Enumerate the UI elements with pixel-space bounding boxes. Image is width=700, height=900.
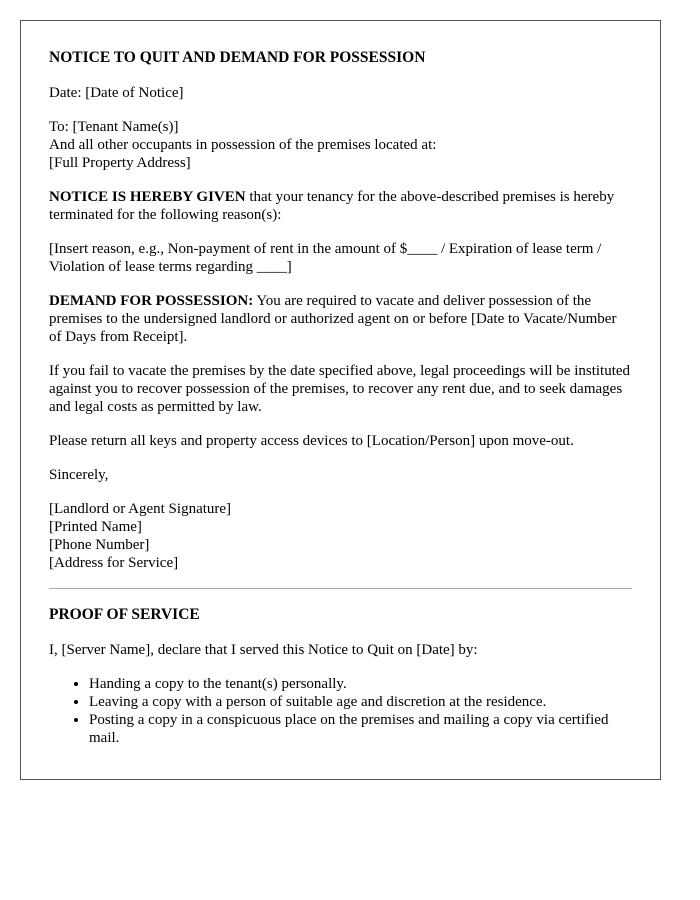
service-declaration: I, [Server Name], declare that I served this Notice to Quit on [Date] by: bbox=[49, 642, 478, 658]
list-item: • Posting a copy in a conspicuous place on the premises and mailing a copy via certified mail. bbox=[89, 711, 632, 747]
section-divider bbox=[49, 588, 632, 589]
property-address-line: [Full Property Address] bbox=[49, 155, 191, 171]
list-item: • Leaving a copy with a person of suitable age and discretion at the residence. bbox=[89, 693, 632, 711]
proof-of-service-title: PROOF OF SERVICE bbox=[49, 606, 200, 623]
service-address-line: [Address for Service] bbox=[49, 555, 179, 571]
demand-text: You are required to vacate and deliver possession of the premises to the undersigned landlord or authorized agent on or before [Date to Vacate/Number of Days from Receipt]. bbox=[49, 293, 617, 345]
reason-paragraph: [Insert reason, e.g., Non-payment of rent in the amount of $____ / Expiration of lease term / Violation of lease terms regarding ____] bbox=[49, 241, 602, 275]
occupants-line: And all other occupants in possession of the premises located at: bbox=[49, 137, 437, 153]
legal-proceedings-paragraph: If you fail to vacate the premises by the date specified above, legal proceedings will be instituted against you to recover possession of the premises, to recover any rent due, and to seek damages and legal costs as permitted by law. bbox=[49, 363, 631, 415]
phone-number-line: [Phone Number] bbox=[49, 537, 150, 553]
date-line: Date: [Date of Notice] bbox=[49, 85, 184, 101]
recipient-block bbox=[49, 118, 632, 172]
termination-paragraph bbox=[49, 188, 632, 224]
document-title: NOTICE TO QUIT AND DEMAND FOR POSSESSION bbox=[49, 49, 426, 66]
list-item: • Handing a copy to the tenant(s) personally. bbox=[89, 675, 632, 693]
demand-heading: DEMAND FOR POSSESSION: bbox=[49, 293, 254, 309]
signature-block bbox=[49, 500, 632, 572]
closing-line: Sincerely, bbox=[49, 467, 109, 483]
notice-given-heading: NOTICE IS HEREBY GIVEN bbox=[49, 189, 246, 205]
printed-name-line: [Printed Name] bbox=[49, 519, 142, 535]
service-methods-list bbox=[49, 675, 632, 747]
keys-return-paragraph: Please return all keys and property access devices to [Location/Person] upon move-out. bbox=[49, 433, 574, 449]
notice-document bbox=[20, 20, 661, 780]
termination-text: that your tenancy for the above-described premises is hereby terminated for the following reason(s): bbox=[49, 189, 615, 223]
signature-line: [Landlord or Agent Signature] bbox=[49, 501, 232, 517]
demand-paragraph bbox=[49, 292, 632, 346]
tenant-name-line: To: [Tenant Name(s)] bbox=[49, 119, 179, 135]
